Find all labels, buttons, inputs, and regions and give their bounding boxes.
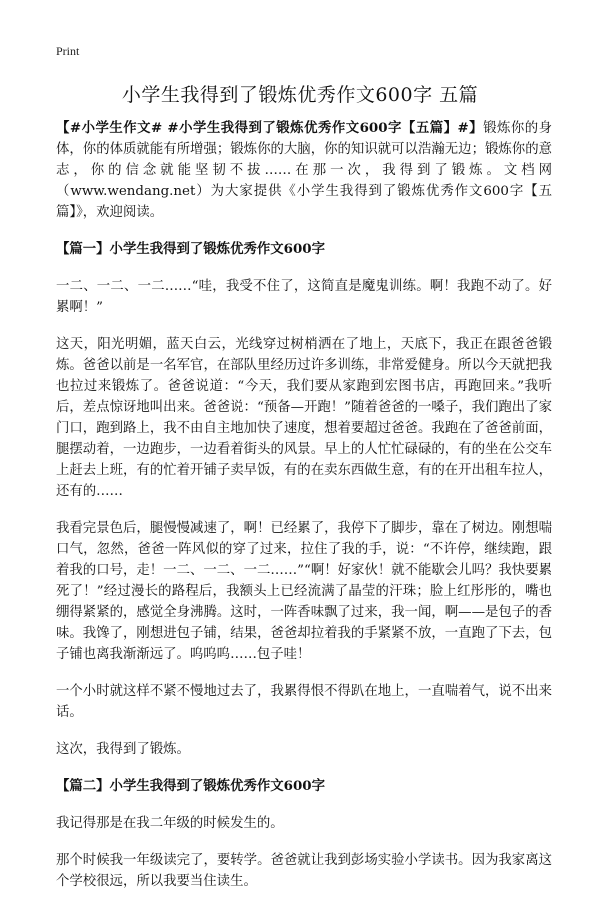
- section1-paragraph-2: 这天，阳光明媚，蓝天白云，光线穿过树梢洒在了地上，天底下，我正在跟爸爸锻炼。爸爸以前是一名军官，在部队里经历过许多训练，非常爱健身。所以今天就把我也拉过来锻炼了。爸爸说道：“今天，我们要从家跑到宏图书店，再跑回来。”我听后，差点惊讶地叫出来。爸爸说：“预备—开跑！”随着爸爸的一嗓子，我们跑出了家门口，跑到路上，我不由自主地加快了速度，想着要超过爸爸。我跑在了爸爸前面，腿摆动着，一边跑步，一边看着街头的风景。早上的人忙忙碌碌的，有的坐在公交车上赶去上班，有的忙着开铺子卖早饭，有的在卖东西做生意，有的在开出租车拉人，还有的……: [56, 337, 552, 499]
- document-body: [56, 118, 552, 908]
- section1-paragraph-3: 我看完景色后，腿慢慢减速了，啊！已经累了，我停下了脚步，靠在了树边。刚想喘口气，忽然，爸爸一阵风似的穿了过来，拉住了我的手，说：“不许停，继续跑，跟着我的口号，走！一二、一二、一二……”“啊！好家伙！就不能歇会儿吗？我快要累死了！”经过漫长的路程后，我额头上已经流满了晶莹的汗珠；脸上红彤彤的，嘴也绷得紧紧的，感觉全身沸腾。这时，一阵香味飘了过来，我一闻，啊——是包子的香味。我馋了，刚想进包子铺，结果，爸爸却拉着我的手紧紧不放，一直跑了下去，包子铺也离我渐渐远了。呜呜呜……包子哇！: [56, 521, 552, 662]
- document-title: 小学生我得到了锻炼优秀作文600字 五篇: [121, 84, 479, 106]
- section1-paragraph-4: 一个小时就这样不紧不慢地过去了，我累得恨不得趴在地上，一直喘着气，说不出来话。: [56, 684, 552, 720]
- section1-paragraph-5: 这次，我得到了锻炼。: [56, 742, 190, 757]
- section-heading-2: 【篇二】小学生我得到了锻炼优秀作文600字: [56, 778, 325, 794]
- section2-paragraph-1: 我记得那是在我二年级的时候发生的。: [56, 816, 284, 831]
- section1-paragraph-1: 一二、一二、一二……“哇，我受不住了，这简直是魔鬼训练。啊！我跑不动了。好累啊！”: [56, 279, 552, 315]
- section2-paragraph-2: 那个时候我一年级读完了，要转学。爸爸就让我到彭场实验小学读书。因为我家离这个学校很远，所以我要当住读生。: [56, 853, 552, 889]
- section-heading-1: 【篇一】小学生我得到了锻炼优秀作文600字: [56, 241, 325, 257]
- intro-tag-line: 【#小学生作文# #小学生我得到了锻炼优秀作文600字【五篇】#】: [56, 120, 484, 136]
- print-label[interactable]: Print: [56, 44, 80, 58]
- intro-text: 锻炼你的身体，你的体质就能有所增强；锻炼你的大脑，你的知识就可以浩瀚无边；锻炼你的意志，你的信念就能坚韧不拔……在那一次，我得到了锻炼。文档网（www.wendang.net）为大家提供《小学生我得到了锻炼优秀作文600字【五篇】》，欢迎阅读。: [56, 121, 553, 220]
- intro-paragraph: [56, 118, 552, 223]
